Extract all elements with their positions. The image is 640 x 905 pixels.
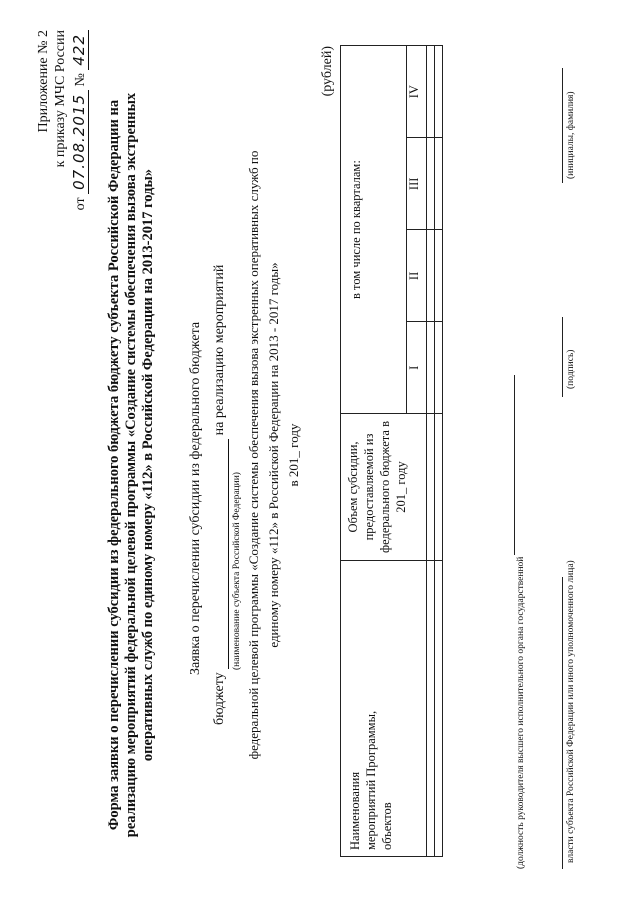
table-cell[interactable]: [427, 414, 435, 561]
quarter-2: II: [407, 230, 427, 322]
signature-caption: (подпись): [566, 349, 576, 389]
from-label: от: [73, 197, 88, 211]
title-line-1: Форма заявки о перечислении субсидии из федерального бюджета бюджету субъекта Российской Федерации на: [106, 99, 122, 831]
title-line-2: реализацию мероприятий федеральной целевой программы «Создание системы обеспечения вызова экстренных: [123, 92, 139, 838]
number-sign: №: [73, 73, 88, 87]
table-row: [435, 46, 443, 857]
quarter-3: III: [407, 138, 427, 230]
subsidy-table: [340, 45, 443, 857]
signature-line: [562, 317, 563, 397]
form-title: [106, 85, 157, 845]
quarter-4: IV: [407, 46, 427, 138]
subject-note: (наименование субъекта Российской Федерации): [232, 472, 242, 670]
purpose-text: на реализацию мероприятий: [212, 264, 227, 436]
appendix-date-line: [70, 30, 89, 210]
appendix-order-number: 422: [70, 30, 89, 70]
budget-line: [212, 265, 229, 725]
table-cell[interactable]: [427, 46, 435, 138]
table-cell[interactable]: [435, 322, 443, 414]
appendix-date: 07.08.2015: [70, 90, 89, 194]
quarter-1: I: [407, 322, 427, 414]
year-line: в 201_ году: [286, 423, 301, 487]
header-subsidy-volume: [341, 414, 427, 561]
name-caption: (инициалы, фамилия): [566, 91, 576, 179]
table-cell[interactable]: [435, 414, 443, 561]
table-cell[interactable]: [427, 230, 435, 322]
program-text: [244, 75, 304, 835]
position-caption-1: (должность руководителя высшего исполнительного органа государственной: [516, 556, 526, 869]
program-line-2: единому номеру «112» в Российской Федерации на 2013 - 2017 годы»: [266, 262, 281, 648]
header-quarters-text: в том числе по кварталам:: [349, 160, 363, 299]
appendix-order: к приказу МЧС России: [53, 30, 68, 168]
table-cell[interactable]: [435, 560, 443, 856]
table-header-row: [341, 46, 407, 857]
request-heading: Заявка о перечислении субсидии из федерального бюджета: [188, 321, 203, 675]
table-cell[interactable]: [435, 230, 443, 322]
table-row: [427, 46, 435, 857]
volume-line-3: федерального бюджета в: [378, 421, 392, 554]
position-line: [562, 577, 563, 869]
volume-line-2: предоставляемой из: [362, 433, 376, 541]
volume-line-1: Объем субсидии,: [346, 441, 360, 533]
units-label: (рублей): [320, 46, 335, 97]
title-line-3: оперативных служб по единому номеру «112» в Российской Федерации на 2013-2017 годы»: [140, 168, 156, 762]
appendix-number: Приложение № 2: [36, 30, 51, 133]
header-quarters: [341, 46, 407, 414]
position-caption-2: власти субъекта Российской Федерации или иного уполномоченного лица): [566, 560, 576, 863]
position-line-top: [514, 375, 515, 555]
table-cell[interactable]: [435, 138, 443, 230]
subject-name-blank[interactable]: [212, 439, 229, 669]
budget-label: бюджету: [212, 672, 227, 725]
table-cell[interactable]: [435, 46, 443, 138]
table-cell[interactable]: [427, 322, 435, 414]
program-line-1: федеральной целевой программы «Создание системы обеспечения вызова экстренных оперативных служб по: [246, 150, 261, 760]
header-program-items-text: Наименования мероприятий Программы, объектов: [348, 710, 394, 850]
table-cell[interactable]: [427, 560, 435, 856]
name-line: [562, 68, 563, 183]
volume-line-4: 201_ году: [394, 461, 408, 513]
table-cell[interactable]: [427, 138, 435, 230]
header-program-items: [341, 560, 427, 856]
